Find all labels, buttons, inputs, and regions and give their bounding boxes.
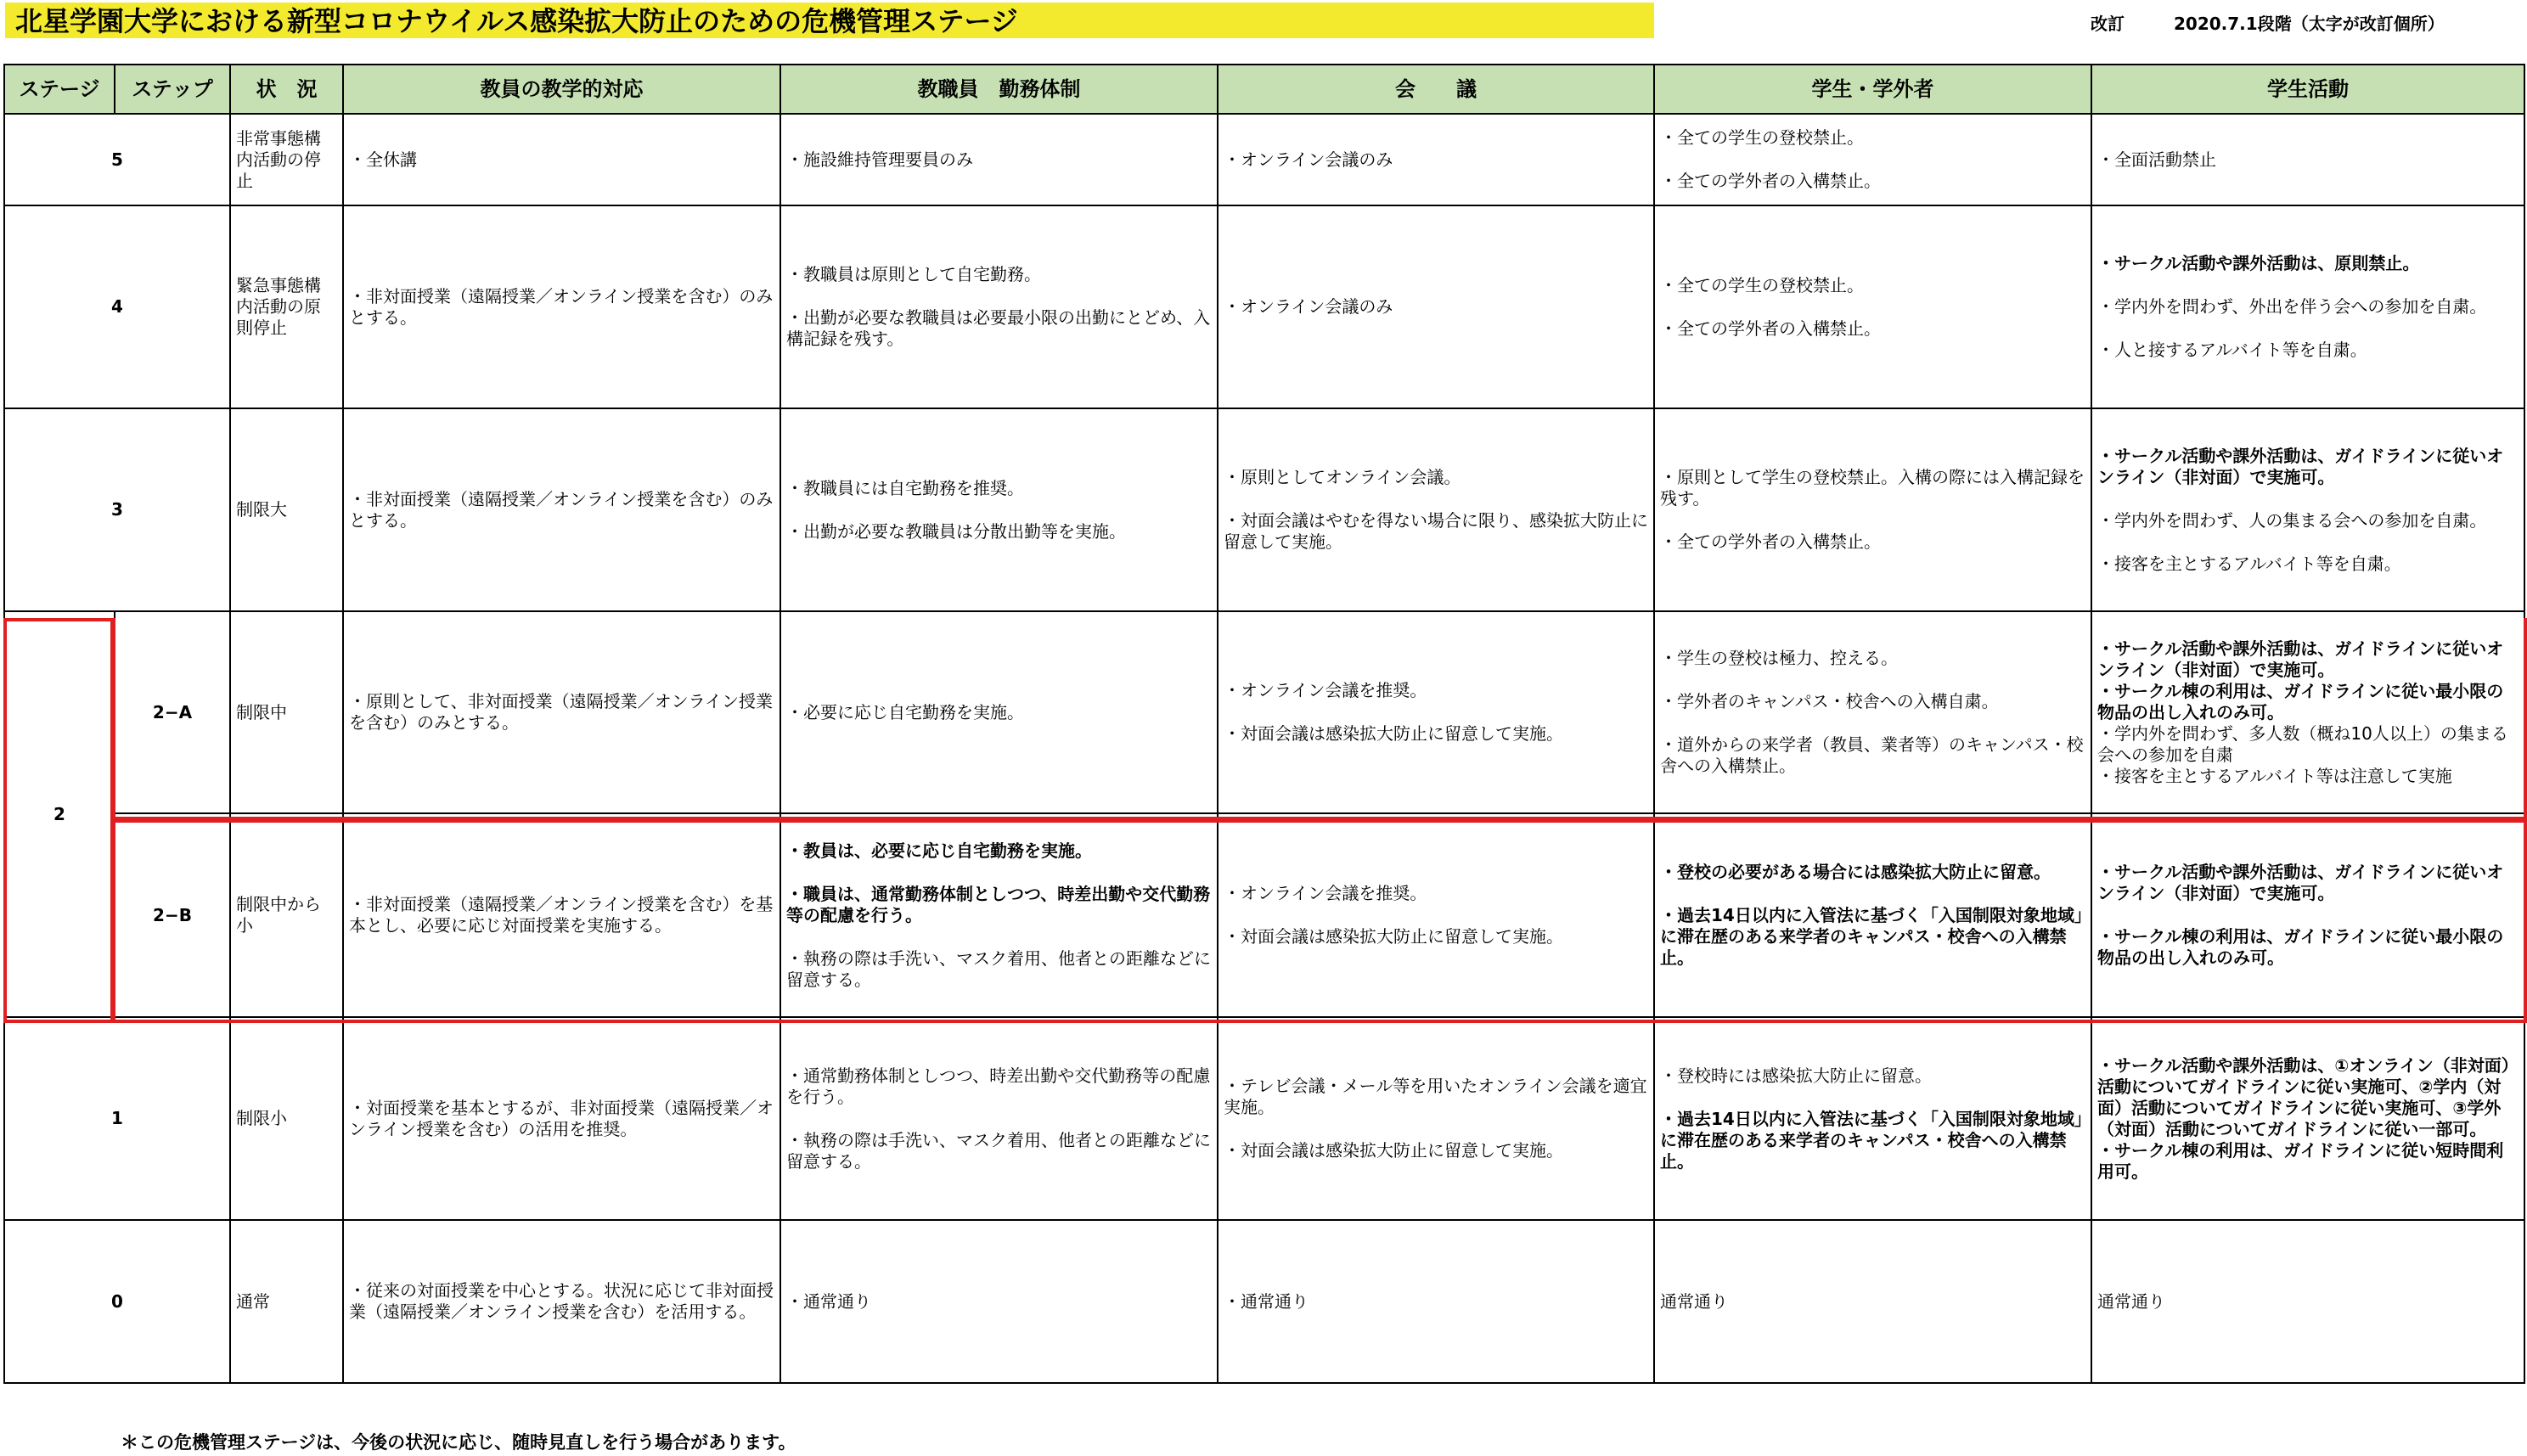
students-cell (1654, 1017, 2091, 1220)
students-cell (1654, 114, 2091, 205)
activity-item: ・学内外を問わず、多人数（概ね10人以上）の集まる会への参加を自粛 (2097, 722, 2508, 765)
teaching-cell (343, 408, 780, 611)
teaching-item: ・従来の対面授業を中心とする。状況に応じて非対面授業（遠隔授業／オンライン授業を含む）を活用する。 (349, 1280, 774, 1322)
spacer (786, 285, 1212, 307)
students-item: ・学生の登校は極力、控える。 (1660, 648, 1898, 668)
activity-item: ・サークル活動や課外活動は、原則禁止。 (2097, 253, 2420, 273)
meeting-item: ・オンライン会議のみ (1224, 149, 1393, 170)
table-row (4, 611, 2524, 813)
meeting-item: ・対面会議は感染拡大防止に留意して実施。 (1224, 926, 1563, 947)
students-item: 通常通り (1660, 1290, 1728, 1312)
meeting-item: ・対面会議は感染拡大防止に留意して実施。 (1224, 723, 1563, 744)
staff-cell (780, 114, 1218, 205)
meeting-item: ・テレビ会議・メール等を用いたオンライン会議を適宜実施。 (1224, 1076, 1647, 1117)
stage-cell: 1 (4, 1017, 230, 1220)
teaching-cell (343, 114, 780, 205)
revision-label: 改訂 (2091, 14, 2125, 34)
header-status: 状 況 (230, 65, 343, 114)
spacer (1660, 669, 2085, 691)
title-banner (5, 3, 1654, 38)
students-item: ・学外者のキャンパス・校舎への入構自粛。 (1660, 691, 1999, 711)
students-cell (1654, 205, 2091, 408)
meeting-item: ・通常通り (1224, 1290, 1309, 1312)
meeting-cell (1218, 813, 1654, 1017)
teaching-cell (343, 1220, 780, 1383)
activity-item: ・サークル活動や課外活動は、①オンライン（非対面）活動についてガイドラインに従い実施可、②学内（対面）活動についてガイドラインに従い実施可、③学外（対面）活動についてガイドラインに従い一部可。 (2097, 1054, 2519, 1139)
activity-cell (2091, 114, 2524, 205)
activity-item: ・サークル棟の利用は、ガイドラインに従い最小限の物品の出し入れのみ可。 (2097, 926, 2504, 968)
status-cell: 非常事態構内活動の停止 (230, 114, 343, 205)
table-row (4, 408, 2524, 611)
activity-item: ・全面活動禁止 (2097, 149, 2216, 170)
activity-item: ・サークル活動や課外活動は、ガイドラインに従いオンライン（非対面）で実施可。 (2097, 862, 2504, 903)
spacer (786, 862, 1212, 884)
header-step: ステップ (115, 65, 230, 114)
status-cell: 制限大 (230, 408, 343, 611)
activity-item: ・サークル棟の利用は、ガイドラインに従い短時間利用可。 (2097, 1139, 2504, 1182)
stage-cell: 4 (4, 205, 230, 408)
status-cell: 制限中 (230, 611, 343, 813)
header-meeting: 会 議 (1218, 65, 1654, 114)
spacer (1660, 1087, 2085, 1109)
staff-item: ・執務の際は手洗い、マスク着用、他者との距離などに留意する。 (786, 947, 1211, 990)
students-cell (1654, 813, 2091, 1017)
students-item: ・全ての学外者の入構禁止。 (1660, 531, 1881, 552)
spacer (1224, 1118, 1648, 1140)
staff-item: ・執務の際は手洗い、マスク着用、他者との距離などに留意する。 (786, 1129, 1211, 1172)
students-item: ・過去14日以内に入管法に基づく「入国制限対象地域」に滞在歴のある来学者のキャンパス・校舎への入構禁止。 (1660, 905, 2083, 968)
activity-item: ・接客を主とするアルバイト等を自粛。 (2097, 553, 2401, 574)
staff-item: ・施設維持管理要員のみ (786, 149, 973, 170)
staff-cell (780, 408, 1218, 611)
spacer (2097, 531, 2519, 554)
students-item: ・全ての学生の登校禁止。 (1660, 274, 1864, 295)
activity-item: ・学内外を問わず、人の集まる会への参加を自粛。 (2097, 509, 2487, 531)
students-item: ・原則として学生の登校禁止。入構の際には入構記録を残す。 (1660, 467, 2085, 509)
students-item: ・全ての学生の登校禁止。 (1660, 127, 1864, 148)
crisis-stage-table (3, 64, 2525, 1384)
staff-cell (780, 813, 1218, 1017)
spacer (2097, 488, 2519, 510)
status-cell: 制限小 (230, 1017, 343, 1220)
header-staff: 教職員 勤務体制 (780, 65, 1218, 114)
footnote: ＊この危機管理ステージは、今後の状況に応じ、随時見直しを行う場合があります。 (121, 1432, 796, 1453)
students-item: ・登校時には感染拡大防止に留意。 (1660, 1065, 1932, 1086)
teaching-cell (343, 813, 780, 1017)
students-item: ・全ての学外者の入構禁止。 (1660, 171, 1881, 191)
meeting-cell (1218, 205, 1654, 408)
spacer (1660, 883, 2085, 905)
stage-cell: 0 (4, 1220, 230, 1383)
activity-item: ・サークル棟の利用は、ガイドラインに従い最小限の物品の出し入れのみ可。 (2097, 680, 2504, 722)
teaching-item: ・非対面授業（遠隔授業／オンライン授業を含む）を基本とし、必要に応じ対面授業を実施する。 (349, 894, 774, 936)
staff-cell (780, 1220, 1218, 1383)
header-students: 学生・学外者 (1654, 65, 2091, 114)
staff-cell (780, 205, 1218, 408)
table-row (4, 205, 2524, 408)
spacer (2097, 904, 2519, 926)
students-cell (1654, 611, 2091, 813)
meeting-cell (1218, 408, 1654, 611)
activity-cell (2091, 205, 2524, 408)
spacer (1660, 509, 2085, 531)
table-row (4, 1017, 2524, 1220)
meeting-item: ・オンライン会議を推奨。 (1224, 680, 1427, 700)
activity-item: 通常通り (2097, 1290, 2165, 1312)
teaching-item: ・非対面授業（遠隔授業／オンライン授業を含む）のみとする。 (349, 285, 774, 328)
step-cell: 2−B (115, 813, 230, 1017)
stage-cell: 5 (4, 114, 230, 205)
staff-cell (780, 611, 1218, 813)
staff-item: ・教員は、必要に応じ自宅勤務を実施。 (786, 840, 1092, 861)
spacer (1660, 296, 2085, 318)
status-cell: 緊急事態構内活動の原則停止 (230, 205, 343, 408)
header-row (4, 65, 2524, 114)
activity-item: ・人と接するアルバイト等を自粛。 (2097, 340, 2367, 360)
staff-item: ・教職員には自宅勤務を推奨。 (786, 477, 1024, 498)
header-stage: ステージ (4, 65, 115, 114)
header-activity: 学生活動 (2091, 65, 2524, 114)
status-cell: 制限中から小 (230, 813, 343, 1017)
teaching-item: ・非対面授業（遠隔授業／オンライン授業を含む）のみとする。 (349, 488, 774, 531)
header-teaching: 教員の教学的対応 (343, 65, 780, 114)
teaching-cell (343, 611, 780, 813)
document-title: 北星学園大学における新型コロナウイルス感染拡大防止のための危機管理ステージ (15, 5, 1018, 37)
spacer (786, 499, 1212, 521)
students-cell (1654, 1220, 2091, 1383)
activity-item: ・サークル活動や課外活動は、ガイドラインに従いオンライン（非対面）で実施可。 (2097, 638, 2504, 680)
activity-cell (2091, 611, 2524, 813)
activity-cell (2091, 408, 2524, 611)
spacer (1660, 712, 2085, 734)
staff-cell (780, 1017, 1218, 1220)
students-item: ・全ての学外者の入構禁止。 (1660, 318, 1881, 339)
staff-item: ・出勤が必要な教職員は必要最小限の出勤にとどめ、入構記録を残す。 (786, 307, 1211, 349)
stage-cell: 2 (4, 611, 115, 1017)
meeting-item: ・オンライン会議のみ (1224, 296, 1393, 317)
teaching-item: ・対面授業を基本とするが、非対面授業（遠隔授業／オンライン授業を含む）の活用を推奨。 (349, 1097, 774, 1139)
meeting-item: ・対面会議は感染拡大防止に留意して実施。 (1224, 1140, 1563, 1161)
staff-item: ・通常通り (786, 1290, 871, 1312)
status-cell: 通常 (230, 1220, 343, 1383)
teaching-cell (343, 205, 780, 408)
activity-cell (2091, 1017, 2524, 1220)
teaching-cell (343, 1017, 780, 1220)
activity-item: ・接客を主とするアルバイト等は注意して実施 (2097, 765, 2452, 786)
staff-item: ・出勤が必要な教職員は分散出勤等を実施。 (786, 520, 1126, 542)
step-cell: 2−A (115, 611, 230, 813)
activity-cell (2091, 1220, 2524, 1383)
staff-item: ・職員は、通常勤務体制としつつ、時差出勤や交代勤務等の配慮を行う。 (786, 883, 1211, 925)
staff-item: ・教職員は原則として自宅勤務。 (786, 264, 1041, 284)
spacer (786, 926, 1212, 948)
table-row (4, 813, 2524, 1017)
spacer (1224, 904, 1648, 926)
table-row (4, 114, 2524, 205)
spacer (2097, 318, 2519, 340)
table-row (4, 1220, 2524, 1383)
staff-item: ・必要に応じ自宅勤務を実施。 (786, 701, 1024, 722)
students-item: ・登校の必要がある場合には感染拡大防止に留意。 (1660, 862, 2051, 882)
activity-item: ・サークル活動や課外活動は、ガイドラインに従いオンライン（非対面）で実施可。 (2097, 445, 2504, 487)
spacer (2097, 274, 2519, 296)
teaching-item: ・全休講 (349, 149, 417, 170)
spacer (1224, 488, 1648, 510)
stage-cell: 3 (4, 408, 230, 611)
staff-item: ・通常勤務体制としつつ、時差出勤や交代勤務等の配慮を行う。 (786, 1065, 1211, 1107)
meeting-item: ・対面会議はやむを得ない場合に限り、感染拡大防止に留意して実施。 (1224, 510, 1648, 552)
meeting-item: ・原則としてオンライン会議。 (1224, 467, 1461, 487)
spacer (786, 1108, 1212, 1130)
meeting-cell (1218, 1017, 1654, 1220)
students-item: ・道外からの来学者（教員、業者等）のキャンパス・校舎への入構禁止。 (1660, 734, 2084, 776)
spacer (1660, 149, 2085, 171)
students-cell (1654, 408, 2091, 611)
revision-date: 2020.7.1段階（太字が改訂個所） (2174, 14, 2445, 34)
activity-cell (2091, 813, 2524, 1017)
activity-item: ・学内外を問わず、外出を伴う会への参加を自粛。 (2097, 296, 2487, 317)
spacer (1224, 701, 1648, 723)
meeting-item: ・オンライン会議を推奨。 (1224, 883, 1427, 903)
meeting-cell (1218, 114, 1654, 205)
meeting-cell (1218, 1220, 1654, 1383)
meeting-cell (1218, 611, 1654, 813)
students-item: ・過去14日以内に入管法に基づく「入国制限対象地域」に滞在歴のある来学者のキャンパス・校舎への入構禁止。 (1660, 1108, 2083, 1172)
teaching-item: ・原則として、非対面授業（遠隔授業／オンライン授業を含む）のみとする。 (349, 691, 773, 733)
